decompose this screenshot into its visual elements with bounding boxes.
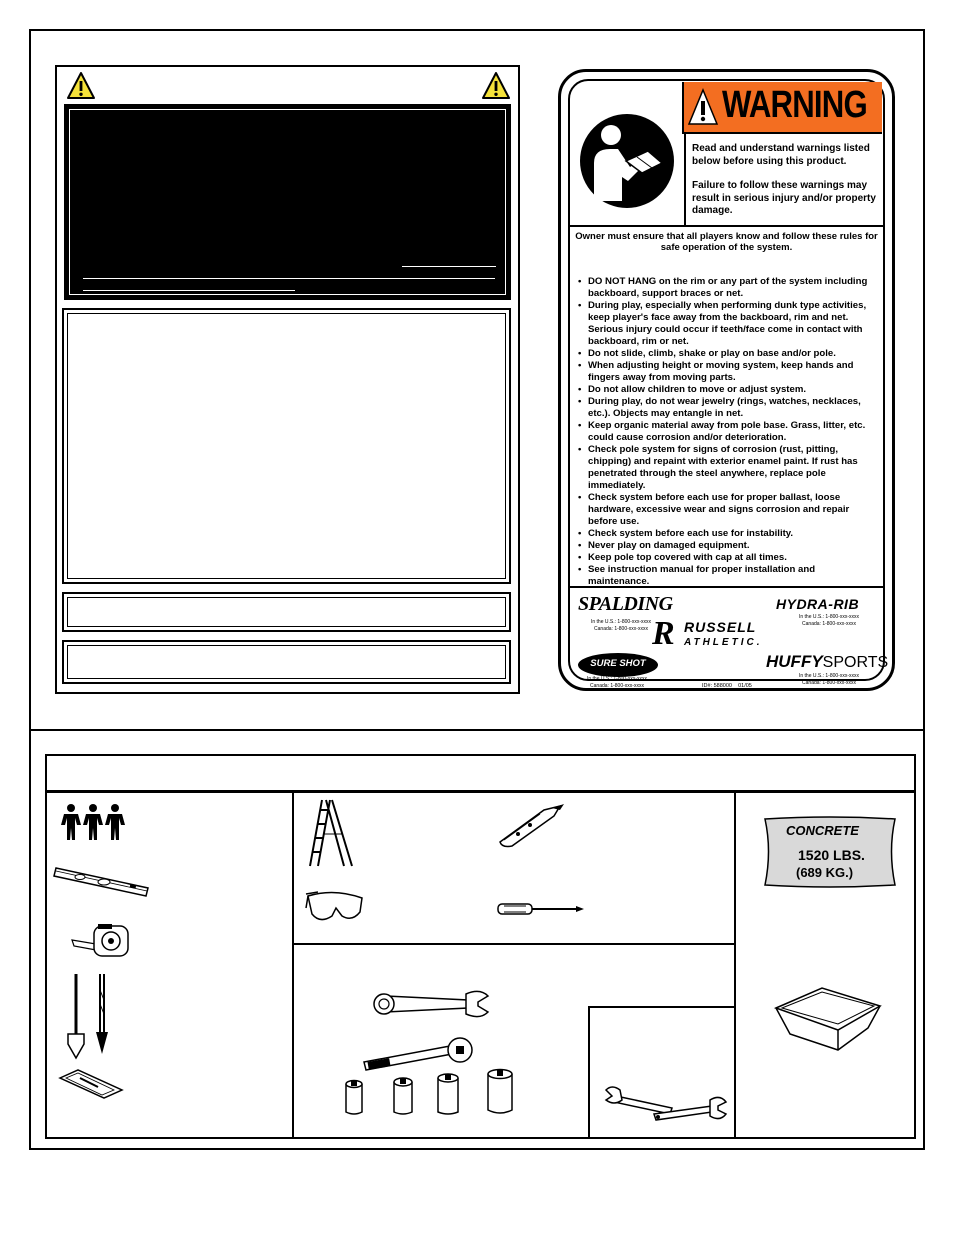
spalding-logo: SPALDING [578,593,673,615]
concrete-weight-lbs: 1520 LBS. [798,847,865,863]
warning-black-box [64,104,511,300]
rule-item: • Check system before each use for instability. [574,528,877,540]
column-divider [588,1006,590,1139]
ratchet-icon [360,1036,480,1072]
rule-item: • Check system before each use for proper ballast, loose hardware, excessive wear and signs corrosion and repair before use. [574,492,877,528]
warning-title: WARNING [722,84,867,126]
tools-header-bar [45,754,916,792]
socket-set-icon [342,1068,522,1118]
row-divider [588,1006,734,1008]
concrete-bag [762,815,898,887]
concrete-weight-kg: (689 KG.) [796,865,854,880]
russell-logo: RUSSELL [684,619,757,635]
level-icon [52,862,152,902]
warning-label [558,69,895,691]
divider [570,225,883,227]
note-box [62,592,511,632]
rule-item: • Do not allow children to move or adjust system. [574,384,877,396]
athletic-logo: ATHLETIC. [684,637,763,648]
sure-shot-logo: SURE SHOT [578,653,658,677]
phone-info: In the U.S.: 1-800-xxx-xxxx Canada: 1-800-xxx-xxxx [798,673,860,686]
three-people-icon [60,803,126,841]
safety-rules-list [574,276,877,588]
row-divider [292,943,734,945]
tape-measure-icon [68,920,132,960]
intro-text: Failure to follow these warnings may result in serious injury and/or property damage. [692,180,876,216]
phone-info: In the U.S.: 1-800-xxx-xxxx Canada: 1-800-xxx-xxxx [590,619,652,632]
hydra-rib-logo: HYDRA-RIB [776,596,860,612]
screwdriver-icon [496,900,586,918]
rule-item: • See instruction manual for proper installation and maintenance. [574,564,877,588]
underline [83,290,295,291]
mixing-tub-icon [772,984,884,1052]
phone-info: In the U.S.: 1-800-xxx-xxxx Canada: 1-800-xxx-xxxx [798,614,860,627]
label-id: ID#: 588000 01/05 [702,683,752,689]
note-box [62,640,511,684]
huffy-sports-logo: HUFFYSPORTS [766,652,889,671]
column-divider [292,793,294,1139]
rule-item: • Never play on damaged equipment. [574,540,877,552]
adjustable-wrench-icon [602,1084,728,1122]
rule-item: • DO NOT HANG on the rim or any part of the system including backboard, support braces or net. [574,276,877,300]
instruction-box [62,308,511,584]
caution-triangle-icon [481,71,511,101]
combination-wrench-icon [372,986,492,1022]
rule-item: • During play, especially when performing dunk type activities, keep player's face away from the backboard, rim and net. Serious injury could occur if teeth/face come in contact with backboard, rim or net. [574,300,877,348]
rule-item: • Do not slide, climb, shake or play on base and/or pole. [574,348,877,360]
caution-triangle-icon [66,71,96,101]
rule-item: • When adjusting height or moving system, keep hands and fingers away from moving parts. [574,360,877,384]
read-manual-icon [574,111,680,211]
rule-item: • During play, do not wear jewelry (rings, watches, necklaces, etc.). Objects may entangle in net. [574,396,877,420]
rule-item: • Keep pole top covered with cap at all times. [574,552,877,564]
step-ladder-icon [302,798,358,868]
section-divider [29,729,925,731]
concrete-title: CONCRETE [786,823,859,838]
safety-glasses-icon [304,886,366,926]
utility-knife-icon [496,802,568,848]
underline [402,266,496,267]
underline [83,278,495,279]
column-divider [734,793,736,1139]
divider [570,586,883,588]
rule-item: • Keep organic material away from pole base. Grass, litter, etc. could cause corrosion and/or deterioration. [574,420,877,444]
tamper-plate-icon [58,1066,124,1102]
rule-item: • Check pole system for signs of corrosion (rust, pitting, chipping) and repaint with exterior enamel paint. If rust has penetrated through the steel anywhere, replace pole immediately. [574,444,877,492]
warning-banner [682,82,882,134]
phone-info: In the U.S.: 1-800-xxx-xxxx Canada: 1-800-xxx-xxxx [586,676,648,689]
shovel-icon [64,970,120,1060]
owner-notice: Owner must ensure that all players know and follow these rules for safe operation of the system. [575,231,878,253]
russell-r-logo: R [652,615,675,652]
warning-intro [684,133,882,225]
exclamation-triangle-icon [688,88,718,126]
intro-text: Read and understand warnings listed below before using this product. [692,143,870,167]
